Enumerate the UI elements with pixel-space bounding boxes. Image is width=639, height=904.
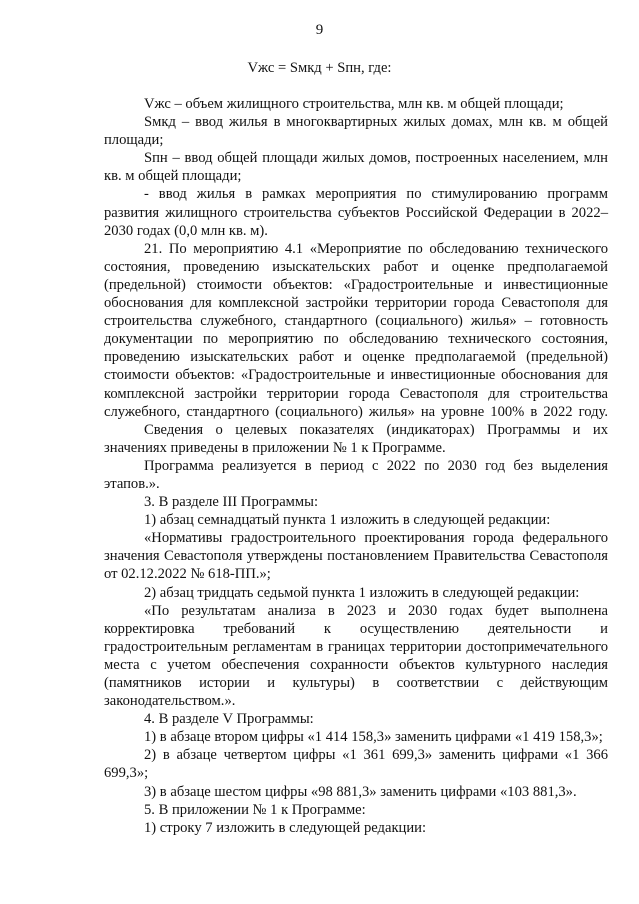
paragraph-vzhs: Vжс – объем жилищного строительства, млн кв. м общей площади; xyxy=(144,96,564,112)
paragraph-section-5-item-1: 1) в абзаце втором цифры «1 414 158,3» заменить цифрами «1 419 158,3»; xyxy=(144,729,603,746)
paragraph-section-5: 4. В разделе V Программы: xyxy=(144,711,314,728)
paragraph-period: Программа реализуется в период с 2022 по 2030 год без выделения этапов.». xyxy=(104,457,608,492)
paragraph-section-3-item-2: 2) абзац тридцать седьмой пункта 1 изложить в следующей редакции: xyxy=(144,584,580,601)
paragraph-spn: Sпн – ввод общей площади жилых домов, построенных населением, млн кв. м общей площади; xyxy=(104,150,608,185)
formula-line: Vжс = Sмкд + Sпн, где: xyxy=(247,60,392,76)
paragraph-smkd: Sмкд – ввод жилья в многоквартирных жилых домах, млн кв. м общей площади; xyxy=(104,114,608,149)
paragraph-section-5-item-2: 2) в абзаце четвертом цифры «1 361 699,3» заменить цифрами «1 366 699,3»; xyxy=(104,747,608,782)
paragraph-normatives-quote: «Нормативы градостроительного проектирования города федерального значения Севастополя утверждены постановлением Правительства Севастополя от 02.12.2022 № 618-ПП.»; xyxy=(104,530,608,583)
paragraph-indicators: Сведения о целевых показателях (индикаторах) Программы и их значениях приведены в приложении № 1 к Программе. xyxy=(104,421,608,456)
paragraph-21: 21. По мероприятию 4.1 «Мероприятие по обследованию технического состояния, проведению изыскательских работ и оценке предполагаемой (предельной) стоимости объектов: «Градостроительные и инвестиционные обоснования для комплексной застройки территории города Севастополя для строительства служебного, стандартного (социального) жилья» – готовность документации по мероприятию по обследованию технического состояния, проведению изыскательских работ и оценке предполагаемой (предельной) стоимости объектов: «Градостроительные и инвестиционные обоснования для комплексной застройки территории города Севастополя для строительства служебного, стандартного (социального) жилья» на уровне 100% в 2022 году. xyxy=(104,240,608,420)
paragraph-stimulation: - ввод жилья в рамках мероприятия по стимулированию программ развития жилищного строительства субъектов Российской Федерации в 2022–2030 годах (0,0 млн кв. м). xyxy=(104,186,608,239)
page-number: 9 xyxy=(315,22,324,38)
document-body xyxy=(104,95,608,837)
paragraph-section-3-item-1: 1) абзац семнадцатый пункта 1 изложить в следующей редакции: xyxy=(144,512,551,529)
paragraph-appendix-1: 5. В приложении № 1 к Программе: xyxy=(144,801,366,818)
paragraph-section-3: 3. В разделе III Программы: xyxy=(144,494,319,511)
paragraph-appendix-1-item-1: 1) строку 7 изложить в следующей редакции: xyxy=(144,819,427,836)
paragraph-section-5-item-3: 3) в абзаце шестом цифры «98 881,3» заменить цифрами «103 881,3». xyxy=(144,783,577,800)
paragraph-analysis-quote: «По результатам анализа в 2023 и 2030 годах будет выполнена корректировка требований к осуществлению деятельности и градостроительным регламентам в границах территории достопримечательного места с учетом обеспечения сохранности объектов культурного наследия (памятников истории и культуры) в соответствии с действующим законодательством.». xyxy=(104,602,608,710)
